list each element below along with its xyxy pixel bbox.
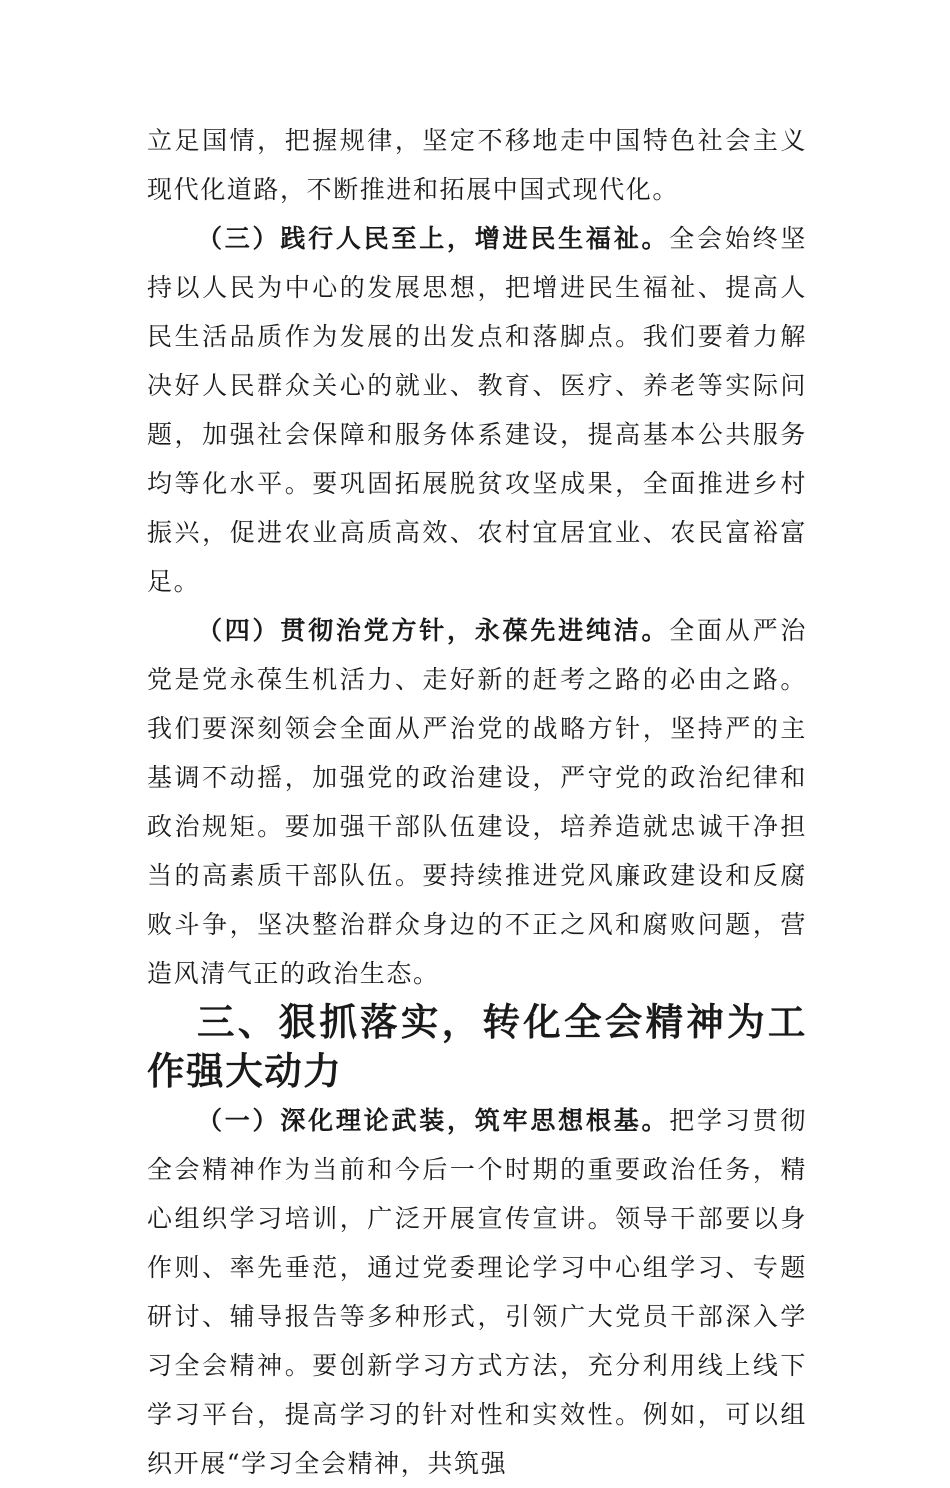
paragraph-body: 把学习贯彻全会精神作为当前和今后一个时期的重要政治任务，精心组织学习培训，广泛开展宣传宣讲。领导干部要以身作则、率先垂范，通过党委理论学习中心组学习、专题研讨、辅导报告等多种形式，引领广大党员干部深入学习全会精神。要创新学习方式方法，充分利用线上线下学习平台，提高学习的针对性和实效性。例如，可以组织开展“学习全会精神，共筑强 — [147, 1106, 807, 1478]
paragraph-lead: （一）深化理论武装，筑牢思想根基。 — [197, 1106, 670, 1135]
paragraph-lead: （三）践行人民至上，增进民生福祉。 — [197, 224, 670, 253]
paragraph-lead: （四）贯彻治党方针，永葆先进纯洁。 — [197, 616, 670, 645]
paragraph-body: 全面从严治党是党永葆生机活力、走好新的赶考之路的必由之路。我们要深刻领会全面从严治党的战略方针，坚持严的主基调不动摇，加强党的政治建设，严守党的政治纪律和政治规矩。要加强干部队伍建设，培养造就忠诚干净担当的高素质干部队伍。要持续推进党风廉政建设和反腐败斗争，坚决整治群众身边的不正之风和腐败问题，营造风清气正的政治生态。 — [147, 616, 807, 988]
section-heading: 三、狠抓落实，转化全会精神为工作强大动力 — [147, 1000, 807, 1093]
paragraph-item-3 — [147, 214, 807, 606]
document-page — [147, 116, 807, 1488]
paragraph-item-4 — [147, 606, 807, 998]
paragraph-continuation — [147, 116, 807, 214]
paragraph-body: 立足国情，把握规律，坚定不移地走中国特色社会主义现代化道路，不断推进和拓展中国式现代化。 — [147, 126, 807, 204]
paragraph-body: 全会始终坚持以人民为中心的发展思想，把增进民生福祉、提高人民生活品质作为发展的出发点和落脚点。我们要着力解决好人民群众关心的就业、教育、医疗、养老等实际问题，加强社会保障和服务体系建设，提高基本公共服务均等化水平。要巩固拓展脱贫攻坚成果，全面推进乡村振兴，促进农业高质高效、农村宜居宜业、农民富裕富足。 — [147, 224, 807, 596]
paragraph-item-1 — [147, 1096, 807, 1488]
